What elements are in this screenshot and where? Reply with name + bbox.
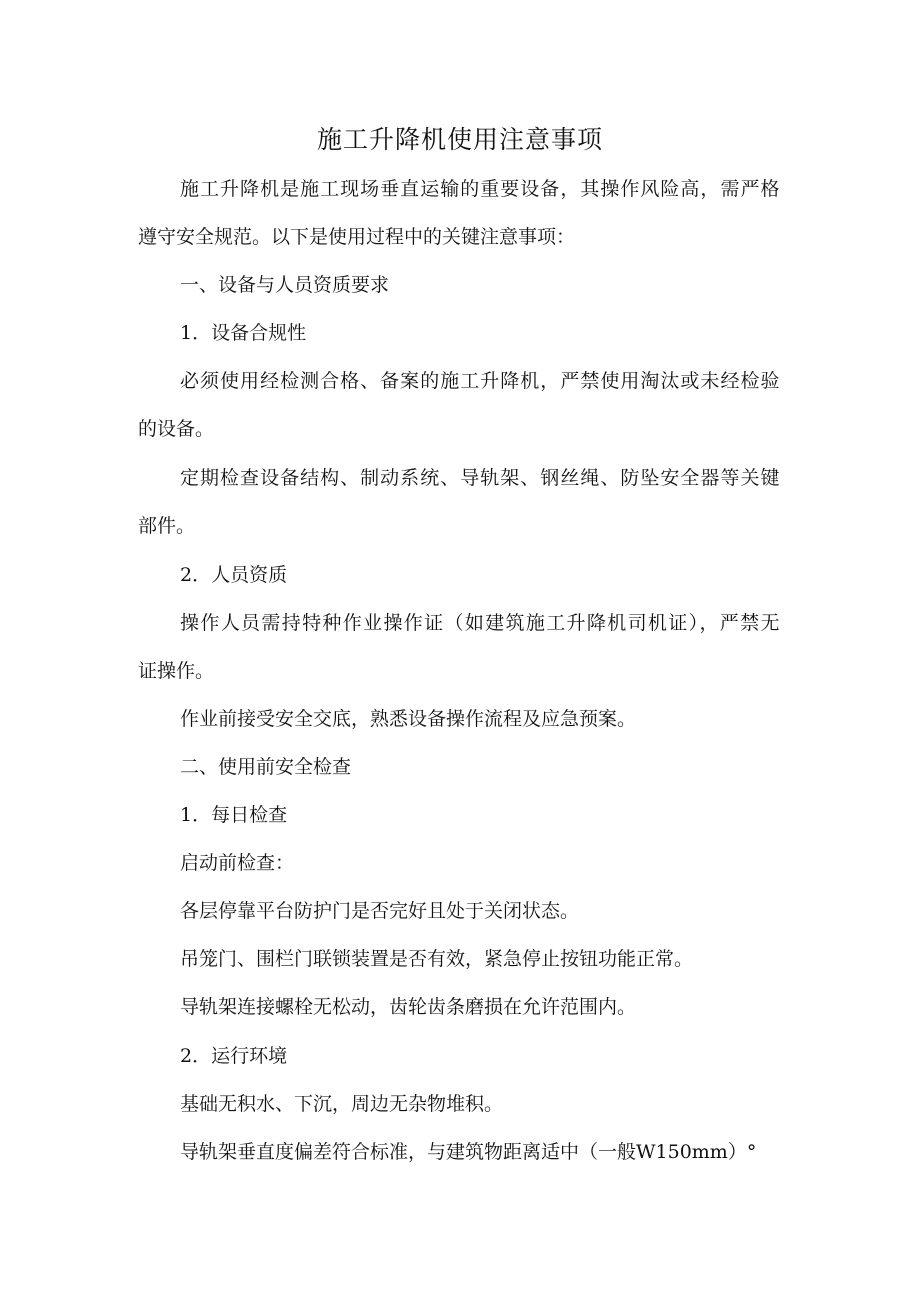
section-1-heading: 一、设备与人员资质要求 [180,274,390,296]
section-2-heading: 二、使用前安全检查 [180,756,352,778]
daily-check-lead: 启动前检查： [180,852,295,874]
equipment-compliance-p1-line-1: 必须使用经检测合格、备案的施工升降机，严禁使用淘汰或未经检验 [180,370,780,392]
section-2-sub-1-heading: 1．每日检查 [180,804,288,826]
equipment-compliance-p2-line-1: 定期检查设备结构、制动系统、导轨架、钢丝绳、防坠安全器等关键 [180,467,780,489]
section-1-sub-2-heading: 2．人员资质 [180,564,288,586]
daily-check-item-2: 吊笼门、围栏门联锁装置是否有效，紧急停止按钮功能正常。 [180,948,694,970]
operating-environment-item-1: 基础无积水、下沉，周边无杂物堆积。 [180,1093,504,1115]
section-2-sub-2-heading: 2．运行环境 [180,1045,288,1067]
intro-line-2: 遵守安全规范。以下是使用过程中的关键注意事项： [138,226,576,248]
personnel-qualification-p2: 作业前接受安全交底，熟悉设备操作流程及应急预案。 [180,708,637,730]
equipment-compliance-p2-line-2: 部件。 [138,515,196,537]
daily-check-item-3: 导轨架连接螺栓无松动，齿轮齿条磨损在允许范围内。 [180,996,637,1018]
section-1-sub-1-heading: 1．设备合规性 [180,322,307,344]
personnel-qualification-p1-line-2: 证操作。 [138,660,215,682]
personnel-qualification-p1-line-1: 操作人员需持特种作业操作证（如建筑施工升降机司机证），严禁无 [180,612,780,634]
operating-environment-item-2: 导轨架垂直度偏差符合标准，与建筑物距离适中（一般W150mm）° [180,1141,757,1163]
document-title: 施工升降机使用注意事项 [316,125,603,154]
equipment-compliance-p1-line-2: 的设备。 [138,418,215,440]
intro-line-1: 施工升降机是施工现场垂直运输的重要设备，其操作风险高，需严格 [180,178,780,200]
daily-check-item-1: 各层停靠平台防护门是否完好且处于关闭状态。 [180,900,580,922]
